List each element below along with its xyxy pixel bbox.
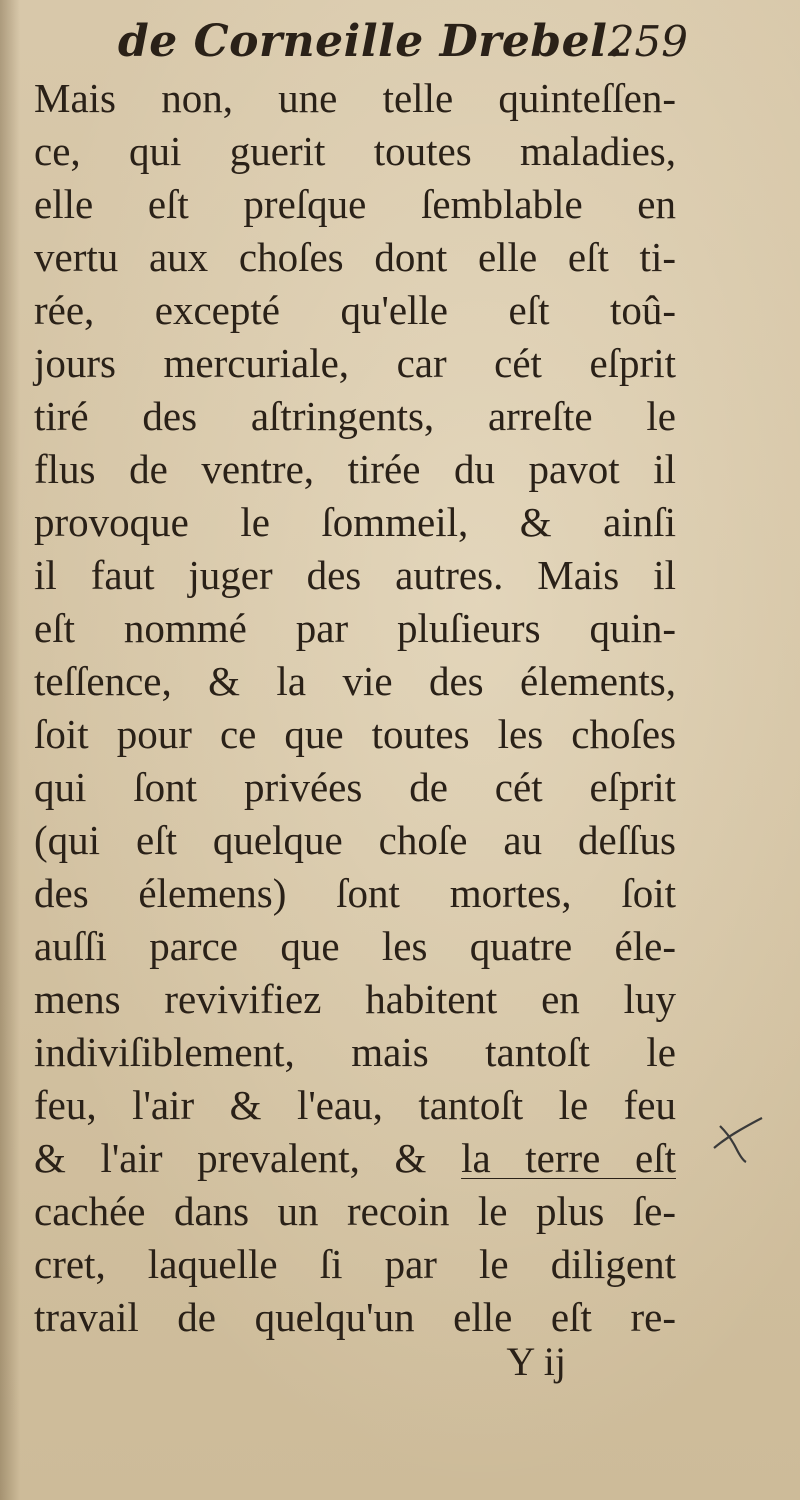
text-line: cachée dans un recoin le plus ſe- — [34, 1188, 676, 1234]
text-line-underlined — [34, 1132, 676, 1185]
page-number: 259 — [607, 17, 688, 66]
text-line: feu, l'air & l'eau, tantoſt le feu — [34, 1082, 676, 1128]
text-line: cret, laquelle ſi par le diligent — [34, 1241, 676, 1287]
text-line: eſt nommé par pluſieurs quin- — [34, 605, 676, 651]
text-line: ce, qui guerit toutes maladies, — [34, 128, 676, 174]
running-title: de Corneille Drebel. — [118, 16, 624, 67]
text-segment: & l'air prevalent, & — [34, 1135, 462, 1181]
text-line: des élemens) ſont mortes, ſoit — [34, 870, 676, 916]
text-line: rée, excepté qu'elle eſt toû- — [34, 287, 676, 333]
binding-gutter — [0, 0, 20, 1500]
signature-mark: Y ij — [506, 1339, 566, 1384]
text-line: teſſence, & la vie des élements, — [34, 658, 676, 704]
text-line: il faut juger des autres. Mais il — [34, 552, 676, 598]
text-line: auſſi parce que les quatre éle- — [34, 923, 676, 969]
text-line: indiviſiblement, mais tantoſt le — [34, 1029, 676, 1075]
text-line: qui ſont privées de cét eſprit — [34, 764, 676, 810]
text-line: tiré des aſtringents, arreſte le — [34, 393, 676, 439]
text-line: travail de quelqu'un elle eſt re- — [34, 1294, 676, 1340]
text-line: jours mercuriale, car cét eſprit — [34, 340, 676, 386]
text-line: elle eſt preſque ſemblable en — [34, 181, 676, 227]
text-block — [34, 72, 676, 1384]
text-line: Mais non, une telle quinteſſen- — [34, 75, 676, 121]
cross-mark-icon — [706, 1108, 766, 1168]
text-line: flus de ventre, tirée du pavot il — [34, 446, 676, 492]
text-line: vertu aux choſes dont elle eſt ti- — [34, 234, 676, 280]
text-line: provoque le ſommeil, & ainſi — [34, 499, 676, 545]
underlined-phrase: la terre eſt — [461, 1135, 676, 1181]
text-line: mens revivifiez habitent en luy — [34, 976, 676, 1022]
text-line: (qui eſt quelque choſe au deſſus — [34, 817, 676, 863]
text-line: ſoit pour ce que toutes les choſes — [34, 711, 676, 757]
running-head — [118, 12, 688, 72]
